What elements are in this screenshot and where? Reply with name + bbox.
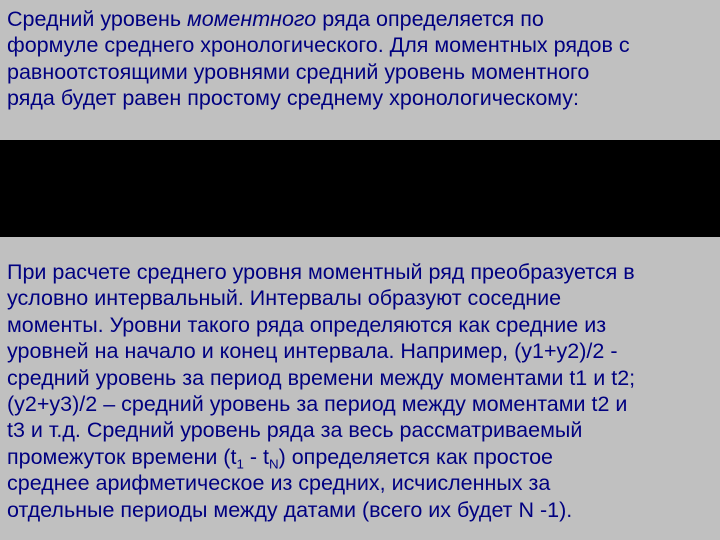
text-run: - t bbox=[243, 444, 269, 469]
text-run: ряда определяется по bbox=[316, 7, 544, 31]
text-line: t3 и т.д. Средний уровень ряда за весь рассматриваемый bbox=[7, 418, 583, 443]
text-run: Средний уровень bbox=[7, 7, 187, 31]
text-line: (у2+у3)/2 – средний уровень за период между моментами t2 и bbox=[7, 392, 628, 417]
text-line bbox=[7, 6, 714, 32]
text-line bbox=[7, 444, 714, 470]
emphasized-term: моментного bbox=[187, 7, 317, 31]
text-line: равноотстоящими уровнями средний уровень моментного bbox=[7, 59, 590, 84]
formula-block bbox=[0, 140, 720, 237]
text-line: условно интервальный. Интервалы образуют соседние bbox=[7, 286, 562, 311]
explanation-paragraph bbox=[7, 259, 714, 523]
subscript: N bbox=[268, 456, 279, 472]
text-line: уровней на начало и конец интервала. Например, (у1+у2)/2 - bbox=[7, 339, 618, 364]
text-line: отдельные периоды между датами (всего их будет N -1). bbox=[7, 497, 573, 522]
text-run: ) определяется как простое bbox=[278, 444, 554, 469]
text-line: формуле среднего хронологического. Для моментных рядов с bbox=[7, 33, 630, 58]
text-line: моменты. Уровни такого ряда определяются как средние из bbox=[7, 312, 607, 337]
intro-paragraph bbox=[7, 6, 714, 112]
text-line: ряда будет равен простому среднему хронологическому: bbox=[7, 86, 580, 111]
text-line: среднее арифметическое из средних, исчисленных за bbox=[7, 471, 551, 496]
text-run: промежуток времени (t bbox=[7, 444, 237, 469]
text-line: средний уровень за период времени между моментами t1 и t2; bbox=[7, 365, 636, 390]
subscript: 1 bbox=[236, 456, 244, 472]
text-line: При расчете среднего уровня моментный ряд преобразуется в bbox=[7, 260, 635, 284]
